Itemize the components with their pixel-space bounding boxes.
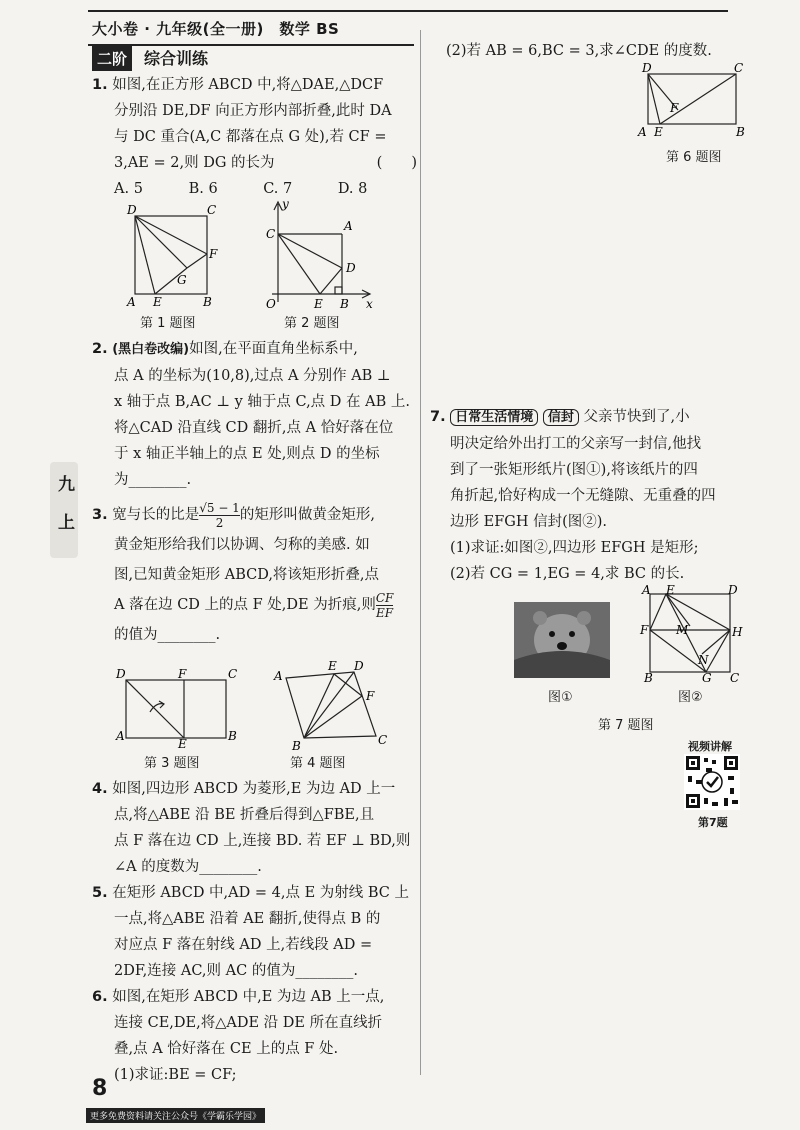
page-number: 8 [92, 1076, 108, 1101]
label-F: F [366, 689, 375, 703]
bear-envelope-image [514, 602, 610, 678]
question-line: 图,已知黄金矩形 ABCD,将该矩形折叠,点 [114, 567, 380, 583]
question-line: 点 A 的坐标为(10,8),过点 A 分别作 AB ⊥ [114, 368, 391, 384]
context-tag: 日常生活情境 [450, 409, 538, 426]
question-line: 对应点 F 落在射线 AD 上,若线段 AD = [114, 937, 373, 953]
fraction-denominator: 2 [215, 515, 224, 530]
label-O: O [266, 297, 276, 310]
top-rule [88, 10, 728, 12]
label-H: H [732, 625, 743, 639]
label-G: G [177, 273, 187, 287]
option-d: D. 8 [337, 181, 368, 197]
figure-6 [636, 62, 748, 142]
label-G: G [702, 671, 712, 684]
qr-code-icon[interactable] [684, 754, 740, 810]
option-c: C. 7 [263, 181, 293, 197]
figure-6-caption: 第 6 题图 [666, 150, 722, 165]
image-2-caption: 图② [678, 690, 703, 705]
label-F: F [640, 623, 649, 637]
label-B: B [203, 295, 212, 309]
question-line: 黄金矩形给我们以协调、匀称的美感. 如 [114, 537, 370, 553]
question-line: 如图,在矩形 ABCD 中,E 为边 AB 上一点, [112, 989, 385, 1005]
question-4 [92, 776, 417, 880]
question-line: 的矩形叫做黄金矩形, [239, 507, 375, 523]
qr-title: 视频讲解 [688, 740, 732, 753]
label-D: D [127, 203, 137, 217]
figure-2 [262, 198, 382, 310]
label-A: A [274, 669, 283, 683]
label-D: D [728, 584, 738, 597]
side-tab-char-1: 九 [58, 475, 75, 495]
question-line: 与 DC 重合(A,C 都落在点 G 处),若 CF = [114, 129, 387, 145]
label-E: E [314, 297, 323, 310]
label-F: F [670, 101, 679, 115]
label-x: x [366, 297, 373, 310]
label-y: y [282, 198, 289, 211]
question-6-part-2: (2)若 AB = 6,BC = 3,求∠CDE 的度数. [446, 43, 712, 59]
label-F: F [209, 247, 218, 261]
figure-4-caption: 第 4 题图 [290, 756, 346, 771]
label-C: C [730, 671, 740, 684]
question-line: 在矩形 ABCD 中,AD = 4,点 E 为射线 BC 上 [112, 885, 410, 901]
question-line: 2DF,连接 AC,则 AC 的值为________. [114, 963, 358, 979]
question-line: 于 x 轴正半轴上的点 E 处,则点 D 的坐标 [114, 446, 380, 462]
question-line: 如图,在正方形 ABCD 中,将△DAE,△DCF [112, 77, 384, 93]
label-D: D [642, 62, 652, 75]
section-title: 综合训练 [144, 49, 209, 68]
question-line: 叠,点 A 恰好落在 CE 上的点 F 处. [114, 1041, 339, 1057]
side-tab-char-2: 上 [58, 513, 75, 533]
question-number: 4. [92, 781, 108, 797]
header-rule [88, 44, 414, 46]
question-3 [92, 500, 417, 650]
figure-4 [272, 660, 392, 752]
label-E: E [328, 660, 337, 673]
label-D: D [346, 261, 356, 275]
option-a: A. 5 [114, 181, 143, 197]
label-A: A [127, 295, 136, 309]
label-A: A [638, 125, 647, 139]
fraction-numerator: CF [375, 590, 394, 605]
question-line: x 轴于点 B,AC ⊥ y 轴于点 C,点 D 在 AB 上. [114, 394, 410, 410]
figure-1 [125, 202, 225, 310]
label-C: C [734, 62, 744, 75]
column-divider [420, 30, 421, 1075]
question-number: 3. [92, 507, 108, 523]
label-C: C [378, 733, 388, 747]
label-M: M [676, 623, 689, 637]
question-number: 5. [92, 885, 108, 901]
question-line: 边形 EFGH 信封(图②). [450, 514, 608, 530]
label-A: A [642, 584, 651, 597]
running-header: 大小卷 · 九年级(全一册) 数学 BS [92, 20, 340, 38]
cf-ef-fraction [376, 591, 394, 620]
figure-3-caption: 第 3 题图 [144, 756, 200, 771]
question-number: 1. [92, 77, 108, 93]
figure-2-caption: 第 2 题图 [284, 316, 340, 331]
figure-1-caption: 第 1 题图 [140, 316, 196, 331]
question-2 [92, 336, 417, 493]
label-D: D [354, 660, 364, 673]
golden-ratio-fraction [199, 501, 240, 530]
question-line: 明决定给外出打工的父亲写一封信,他找 [450, 436, 702, 452]
question-line: 如图,四边形 ABCD 为菱形,E 为边 AD 上一 [112, 781, 396, 797]
question-line: 点,将△ABE 沿 BE 折叠后得到△FBE,且 [114, 807, 375, 823]
label-B: B [292, 739, 301, 752]
question-line: 将△CAD 沿直线 CD 翻折,点 A 恰好落在位 [114, 420, 394, 436]
question-5 [92, 880, 417, 984]
label-C: C [228, 667, 238, 681]
question-line: 到了一张矩形纸片(图①),将该纸片的四 [450, 462, 698, 478]
envelope-photo [514, 602, 610, 678]
figure-7 [636, 584, 746, 684]
qr-caption: 第7题 [698, 816, 728, 829]
label-E: E [654, 125, 663, 139]
section-badge: 二阶 [92, 46, 132, 71]
answer-paren: ( ) [376, 155, 417, 171]
question-line: (1)求证:如图②,四边形 EFGH 是矩形; [450, 540, 699, 556]
topic-tag: 信封 [543, 409, 579, 426]
fraction-numerator: √5 − 1 [199, 500, 240, 515]
source-tag: (黑白卷改编) [112, 342, 190, 357]
question-number: 6. [92, 989, 108, 1005]
question-line: ∠A 的度数为________. [114, 859, 262, 875]
label-C: C [207, 203, 217, 217]
question-line: 为________. [114, 472, 192, 488]
question-line: 一点,将△ABE 沿着 AE 翻折,使得点 B 的 [114, 911, 381, 927]
figure-7-caption: 第 7 题图 [598, 718, 654, 733]
footer-notice: 更多免费资料请关注公众号《学霸乐学园》 [86, 1108, 265, 1123]
label-E: E [666, 584, 675, 597]
label-B: B [644, 671, 653, 684]
question-6 [92, 984, 417, 1088]
label-D: D [116, 667, 126, 681]
label-A: A [116, 729, 125, 743]
question-line: (1)求证:BE = CF; [114, 1067, 237, 1083]
question-number: 7. [430, 409, 446, 425]
image-1-caption: 图① [548, 690, 573, 705]
figure-3 [112, 666, 242, 748]
label-A: A [344, 219, 353, 233]
question-line: 连接 CE,DE,将△ADE 沿 DE 所在直线折 [114, 1015, 383, 1031]
option-b: B. 6 [188, 181, 218, 197]
question-line: 3,AE = 2,则 DG 的长为 [114, 155, 275, 171]
label-F: F [178, 667, 187, 681]
question-7 [430, 404, 775, 587]
question-line: 宽与长的比是 [112, 507, 200, 523]
label-B: B [340, 297, 349, 310]
label-N: N [698, 653, 709, 667]
question-line: 的值为________. [114, 627, 221, 643]
question-1 [92, 72, 417, 202]
question-line: 角折起,恰好构成一个无缝隙、无重叠的四 [450, 488, 716, 504]
label-B: B [736, 125, 745, 139]
fraction-denominator: EF [376, 605, 394, 620]
question-line: 点 F 落在边 CD 上,连接 BD. 若 EF ⊥ BD,则 [114, 833, 411, 849]
question-line: 如图,在平面直角坐标系中, [189, 341, 358, 357]
label-B: B [228, 729, 237, 743]
question-line: 分别沿 DE,DF 向正方形内部折叠,此时 DA [114, 103, 392, 119]
label-C: C [266, 227, 276, 241]
question-line: (2)若 CG = 1,EG = 4,求 BC 的长. [450, 566, 685, 582]
label-E: E [178, 737, 187, 748]
question-line: 父亲节快到了,小 [583, 409, 690, 425]
question-line: A 落在边 CD 上的点 F 处,DE 为折痕,则 [114, 597, 376, 613]
label-E: E [153, 295, 162, 309]
question-number: 2. [92, 341, 108, 357]
